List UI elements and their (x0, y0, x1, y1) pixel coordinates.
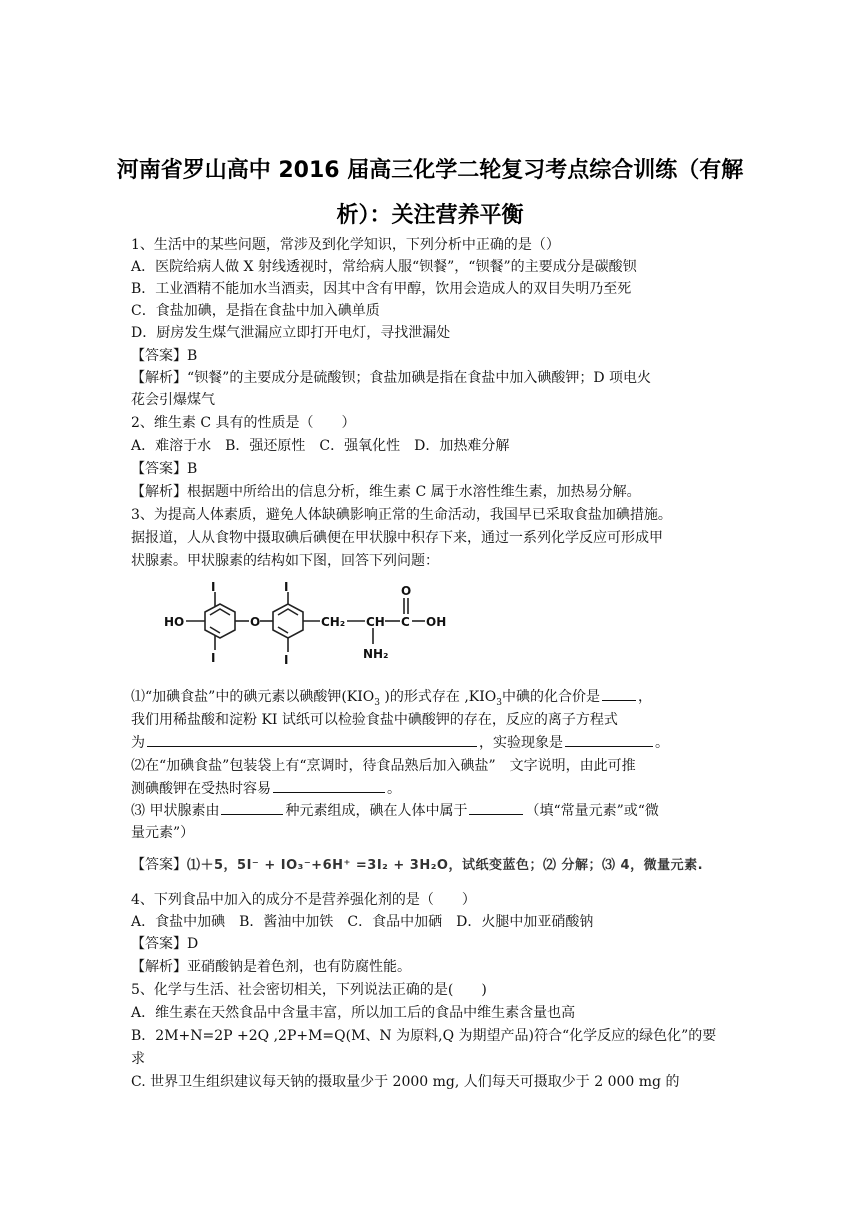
q3-part3-line1 (131, 800, 731, 822)
answer-blank[interactable] (565, 732, 653, 747)
q2-answer: 【答案】B (131, 461, 198, 477)
q3-stem-line2: 据报道，人从食物中摄取碘后碘便在甲状腺中积存下来，通过一系列化学反应可形成甲 (131, 530, 663, 546)
q3-part2-line1: ⑵在“加碘食盐”包装袋上有“烹调时，待食品熟后加入碘盐” 文字说明，由此可推 (131, 758, 636, 774)
ether-oxygen-label: O (250, 615, 261, 629)
carbon-label: C (401, 615, 410, 629)
document-title-line1: 河南省罗山高中 2016 届高三化学二轮复习考点综合训练（有解 (116, 158, 744, 183)
ch-label: CH (366, 615, 385, 629)
ch2-label: CH₂ (321, 615, 346, 629)
q3-part3-line2: 量元素”） (131, 825, 195, 841)
q3-part1-text-b: )的形式存在 ,KIO (379, 689, 497, 705)
subscript: 3 (374, 697, 380, 708)
iodine-label: I (284, 653, 289, 667)
q3-part1-line3-b: ，实验现象是 (479, 735, 563, 751)
subscript: 3 (496, 697, 502, 708)
q3-answer (131, 854, 731, 877)
q3-stem-line3: 状腺素。甲状腺素的结构如下图，回答下列问题： (131, 553, 439, 569)
q3-stem-line1: 3、为提高人体素质，避免人体缺碘影响正常的生命活动，我国早已采取食盐加碘措施。 (131, 507, 672, 523)
q3-part3-text-a: ⑶ 甲状腺素由 (131, 803, 220, 819)
q1-option-b: B．工业酒精不能加水当酒卖，因其中含有甲醇，饮用会造成人的双目失明乃至死 (131, 281, 632, 297)
q1-option-d: D．厨房发生煤气泄漏应立即打开电灯，寻找泄漏处 (131, 325, 451, 341)
q1-stem: 1、生活中的某些问题，常涉及到化学知识，下列分析中正确的是（） (131, 237, 560, 253)
q4-stem: 4、下列食品中加入的成分不是营养强化剂的是（ ） (131, 892, 476, 908)
q3-part1-line3-c: 。 (655, 735, 669, 751)
q3-answer-label: 【答案】 (131, 857, 187, 873)
nh2-label: NH₂ (363, 647, 389, 661)
q3-part3-text-b: 种元素组成，碘在人体中属于 (285, 803, 468, 819)
answer-blank[interactable] (147, 732, 477, 747)
q5-option-c: C. 世界卫生组织建议每天钠的摄取量少于 2000 mg, 人们每天可摄取少于 2 000 mg 的 (131, 1074, 680, 1090)
answer-blank[interactable] (221, 800, 283, 815)
carbonyl-oxygen-label: O (401, 584, 412, 598)
q3-part2-end: 。 (387, 781, 401, 797)
q4-options: A．食盐中加碘 B．酱油中加铁 C．食品中加硒 D．火腿中加亚硝酸钠 (131, 914, 594, 930)
q5-option-a: A．维生素在天然食品中含量丰富，所以加工后的食品中维生素含量也高 (131, 1005, 576, 1021)
q2-stem: 2、维生素 C 具有的性质是（ ） (131, 415, 356, 431)
thyroxine-structure-diagram (160, 582, 460, 670)
answer-blank[interactable] (273, 778, 385, 793)
answer-blank[interactable] (469, 800, 523, 815)
q2-options: A．难溶于水 B．强还原性 C．强氧化性 D．加热难分解 (131, 438, 510, 454)
q3-part1-line2: 我们用稀盐酸和淀粉 KI 试纸可以检验食盐中碘酸钾的存在，反应的离子方程式 (131, 712, 618, 728)
document-title-line2: 析）：关注营养平衡 (336, 203, 524, 228)
q4-analysis: 【解析】亚硝酸钠是着色剂，也有防腐性能。 (131, 959, 411, 975)
q3-part2-line2-text: 测碘酸钾在受热时容易 (131, 781, 271, 797)
q3-part3-text-c: （填“常量元素”或“微 (525, 803, 659, 819)
q3-answer-text: ⑴＋5，5I⁻ + IO₃⁻+6H⁺ =3I₂ + 3H₂O，试纸变蓝色；⑵ 分解；⑶ 4，微量元素. (187, 858, 704, 873)
q2-analysis: 【解析】根据题中所给出的信息分析，维生素 C 属于水溶性维生素，加热易分解。 (131, 484, 641, 500)
q3-part2-line2 (131, 778, 731, 800)
q3-part1-line3-a: 为 (131, 735, 145, 751)
q3-part1-line3 (131, 732, 731, 754)
iodine-label: I (284, 582, 289, 594)
answer-blank[interactable] (602, 686, 636, 701)
oh-label: OH (426, 615, 447, 629)
q1-analysis-line2: 花会引爆煤气 (131, 392, 215, 408)
q3-part1-text-c: 中碘的化合价是 (502, 689, 600, 705)
q4-answer: 【答案】D (131, 936, 199, 952)
q1-answer: 【答案】B (131, 348, 198, 364)
q1-analysis-line1: 【解析】“钡餐”的主要成分是硫酸钡；食盐加碘是指在食盐中加入碘酸钾；D 项电火 (131, 370, 651, 386)
q3-part1-end: ， (638, 689, 652, 705)
iodine-label: I (211, 582, 216, 594)
q5-option-b-line1: B．2M+N=2P +2Q ,2P+M=Q(M、N 为原料,Q 为期望产品)符合“化学反应的绿色化”的要 (131, 1028, 717, 1044)
q3-part1-text-a: ⑴“加碘食盐”中的碘元素以碘酸钾(KIO (131, 689, 375, 705)
q5-option-b-line2: 求 (131, 1051, 145, 1067)
q1-option-c: C．食盐加碘，是指在食盐中加入碘单质 (131, 303, 380, 319)
iodine-label: I (211, 651, 216, 665)
q5-stem: 5、化学与生活、社会密切相关，下列说法正确的是( ) (131, 982, 487, 998)
ho-label: HO (164, 615, 185, 629)
q1-option-a: A．医院给病人做 X 射线透视时，常给病人服“钡餐”，“钡餐”的主要成分是碳酸钡 (131, 259, 637, 275)
